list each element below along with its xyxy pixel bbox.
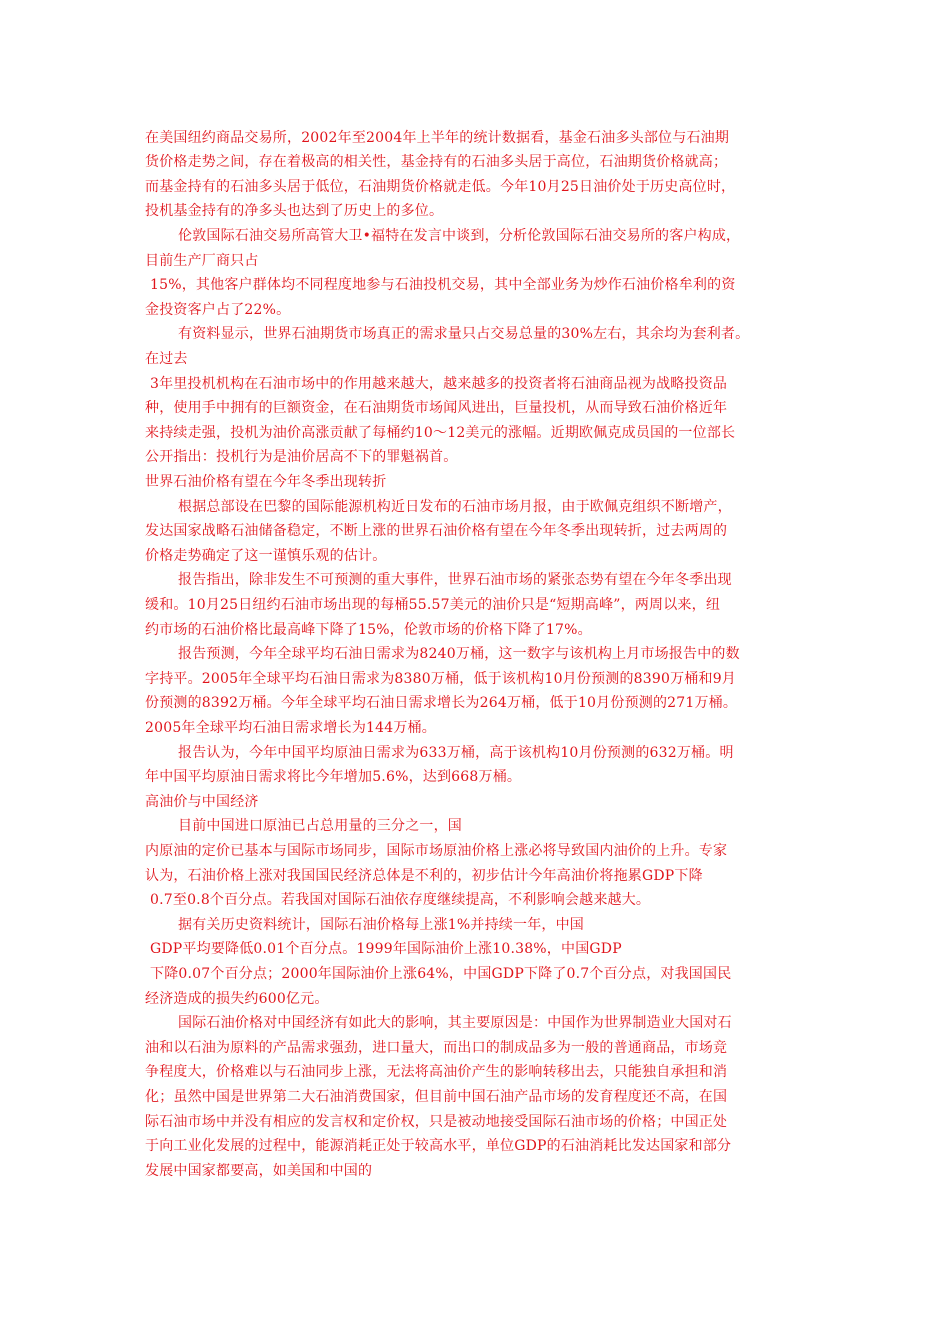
text-line: GDP平均要降低0.01个百分点。1999年国际油价上涨10.38%，中国GDP bbox=[150, 941, 622, 958]
text-line: 约市场的石油价格比最高峰下降了15%，伦敦市场的价格下降了17%。 bbox=[145, 621, 592, 638]
text-line: 油和以石油为原料的产品需求强劲，进口量大，而出口的制成品多为一般的普通商品，市场竞 bbox=[145, 1039, 728, 1056]
text-line: 15%，其他客户群体均不同程度地参与石油投机交易，其中全部业务为炒作石油价格牟利的资 bbox=[150, 277, 736, 294]
text-line: 国际石油价格对中国经济有如此大的影响，其主要原因是：中国作为世界制造业大国对石 bbox=[178, 1015, 732, 1032]
text-line: 际石油市场中并没有相应的发言权和定价权，只是被动地接受国际石油市场的价格；中国正处 bbox=[145, 1113, 728, 1130]
text-line: 发达国家战略石油储备稳定，不断上涨的世界石油价格有望在今年冬季出现转折，过去两周的 bbox=[145, 523, 728, 540]
text-line: 3年里投机机构在石油市场中的作用越来越大，越来越多的投资者将石油商品视为战略投资品 bbox=[150, 375, 728, 392]
text-line: 目前中国进口原油已占总用量的三分之一，国 bbox=[178, 818, 462, 835]
text-line: 0.7至0.8个百分点。若我国对国际石油依存度继续提高，不利影响会越来越大。 bbox=[150, 892, 651, 909]
text-line: 货价格走势之间，存在着极高的相关性，基金持有的石油多头居于高位，石油期货价格就高； bbox=[145, 154, 728, 171]
text-line: 字持平。2005年全球平均石油日需求为8380万桶，低于该机构10月份预测的8390万桶和9月 bbox=[145, 670, 737, 687]
text-line: 报告预测，今年全球平均石油日需求为8240万桶，这一数字与该机构上月市场报告中的数 bbox=[178, 646, 740, 663]
text-line: 公开指出：投机行为是油价居高不下的罪魁祸首。 bbox=[145, 449, 458, 466]
text-line: 高油价与中国经济 bbox=[145, 793, 259, 810]
text-line: 年中国平均原油日需求将比今年增加5.6%，达到668万桶。 bbox=[145, 769, 522, 786]
text-line: 化；虽然中国是世界第二大石油消费国家，但目前中国石油产品市场的发育程度还不高，在国 bbox=[145, 1088, 728, 1105]
text-line: 报告指出，除非发生不可预测的重大事件，世界石油市场的紧张态势有望在今年冬季出现 bbox=[178, 572, 732, 589]
text-line: 内原油的定价已基本与国际市场同步，国际市场原油价格上涨必将导致国内油价的上升。专家 bbox=[145, 842, 728, 859]
text-line: 来持续走强，投机为油价高涨贡献了每桶约10～12美元的涨幅。近期欧佩克成员国的一位部长 bbox=[145, 424, 736, 441]
text-line: 世界石油价格有望在今年冬季出现转折 bbox=[145, 473, 387, 490]
text-line: 伦敦国际石油交易所高管大卫•福特在发言中谈到，分析伦敦国际石油交易所的客户构成， bbox=[178, 227, 741, 244]
text-line: 据有关历史资料统计，国际石油价格每上涨1%并持续一年，中国 bbox=[178, 916, 585, 933]
text-line: 金投资客户占了22%。 bbox=[145, 301, 291, 318]
text-line: 2005年全球平均石油日需求增长为144万桶。 bbox=[145, 719, 436, 736]
text-line: 根据总部设在巴黎的国际能源机构近日发布的石油市场月报，由于欧佩克组织不断增产， bbox=[178, 498, 732, 515]
text-line: 有资料显示，世界石油期货市场真正的需求量只占交易总量的30%左右，其余均为套利者。 bbox=[178, 326, 750, 343]
text-line: 种，使用手中拥有的巨额资金，在石油期货市场闻风进出，巨量投机，从而导致石油价格近年 bbox=[145, 400, 728, 417]
text-line: 下降0.07个百分点；2000年国际油价上涨64%，中国GDP下降了0.7个百分点，对我国国民 bbox=[150, 965, 732, 982]
text-line: 发展中国家都要高，如美国和中国的 bbox=[145, 1162, 373, 1179]
text-line: 争程度大，价格难以与石油同步上涨，无法将高油价产生的影响转移出去，只能独自承担和消 bbox=[145, 1064, 728, 1081]
text-line: 在过去 bbox=[145, 350, 188, 367]
text-line: 于向工业化发展的过程中，能源消耗正处于较高水平，单位GDP的石油消耗比发达国家和部分 bbox=[145, 1138, 732, 1155]
text-line: 在美国纽约商品交易所，2002年至2004年上半年的统计数据看，基金石油多头部位与石油期 bbox=[145, 129, 730, 146]
text-line: 经济造成的损失约600亿元。 bbox=[145, 990, 329, 1007]
text-line: 目前生产厂商只占 bbox=[145, 252, 259, 269]
text-line: 而基金持有的石油多头居于低位，石油期货价格就走低。今年10月25日油价处于历史高位时， bbox=[145, 178, 736, 195]
text-line: 认为，石油价格上涨对我国国民经济总体是不利的，初步估计今年高油价将拖累GDP下降 bbox=[145, 867, 703, 884]
text-line: 份预测的8392万桶。今年全球平均石油日需求增长为264万桶，低于10月份预测的271万桶。 bbox=[145, 695, 738, 712]
text-line: 缓和。10月25日纽约石油市场出现的每桶55.57美元的油价只是“短期高峰”，两周以来，纽 bbox=[145, 596, 721, 613]
text-line: 报告认为，今年中国平均原油日需求为633万桶，高于该机构10月份预测的632万桶。明 bbox=[178, 744, 734, 761]
text-line: 价格走势确定了这一谨慎乐观的估计。 bbox=[145, 547, 387, 564]
text-line: 投机基金持有的净多头也达到了历史上的多位。 bbox=[145, 203, 444, 220]
